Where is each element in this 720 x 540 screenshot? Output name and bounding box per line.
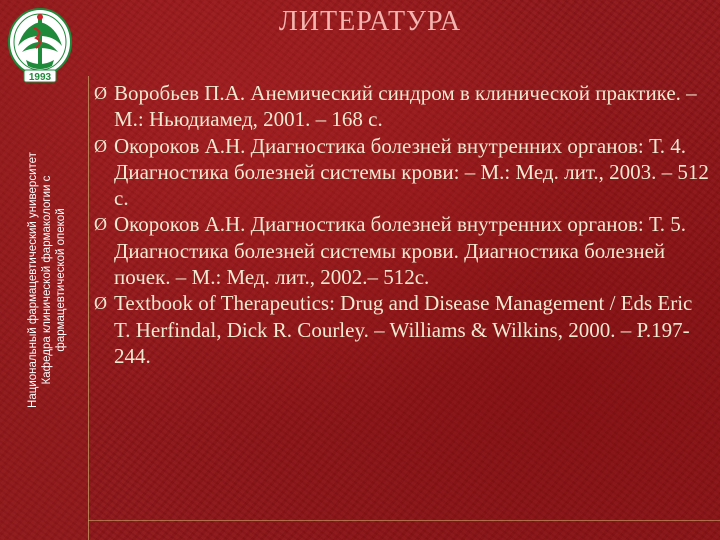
reference-item — [94, 290, 710, 369]
reference-item — [94, 80, 710, 133]
arrow-bullet-icon: Ø — [94, 83, 107, 103]
bottom-divider — [88, 520, 720, 521]
reference-text: Воробьев П.А. Анемический синдром в клинической практике. – М.: Ньюдиамед, 2001. – 168 с. — [114, 81, 697, 132]
reference-list — [94, 80, 710, 369]
affiliation-line-2: Кафедра клинической фармакологии с — [41, 175, 53, 385]
reference-item — [94, 211, 710, 290]
reference-item — [94, 133, 710, 212]
logo-year: 1993 — [28, 72, 52, 83]
university-logo — [4, 6, 76, 86]
arrow-bullet-icon: Ø — [94, 214, 107, 235]
vertical-divider — [88, 76, 89, 540]
reference-text: Окороков А.Н. Диагностика болезней внутренних органов: Т. 4. Диагностика болезней системы крови: – М.: Мед. лит., 2003. – 512 с. — [114, 133, 709, 211]
affiliation-line-3: фармацевтической опекой — [55, 208, 67, 352]
affiliation-vertical-text — [26, 90, 68, 470]
affiliation-line-1: Национальный фармацевтический университет — [27, 152, 39, 408]
reference-text: Textbook of Therapeutics: Drug and Disease Management / Eds Eric T. Herfindal, Dick R. Courley. – Williams & Wilkins, 2000. – P.197-244. — [114, 291, 693, 368]
arrow-bullet-icon: Ø — [94, 135, 107, 156]
slide-title: ЛИТЕРАТУРА — [278, 6, 462, 37]
reference-text: Окороков А.Н. Диагностика болезней внутренних органов: Т. 5. Диагностика болезней системы крови. Диагностика болезней почек. – М.: Мед. лит., 2002.– 512с. — [114, 212, 686, 290]
arrow-bullet-icon: Ø — [94, 293, 107, 314]
